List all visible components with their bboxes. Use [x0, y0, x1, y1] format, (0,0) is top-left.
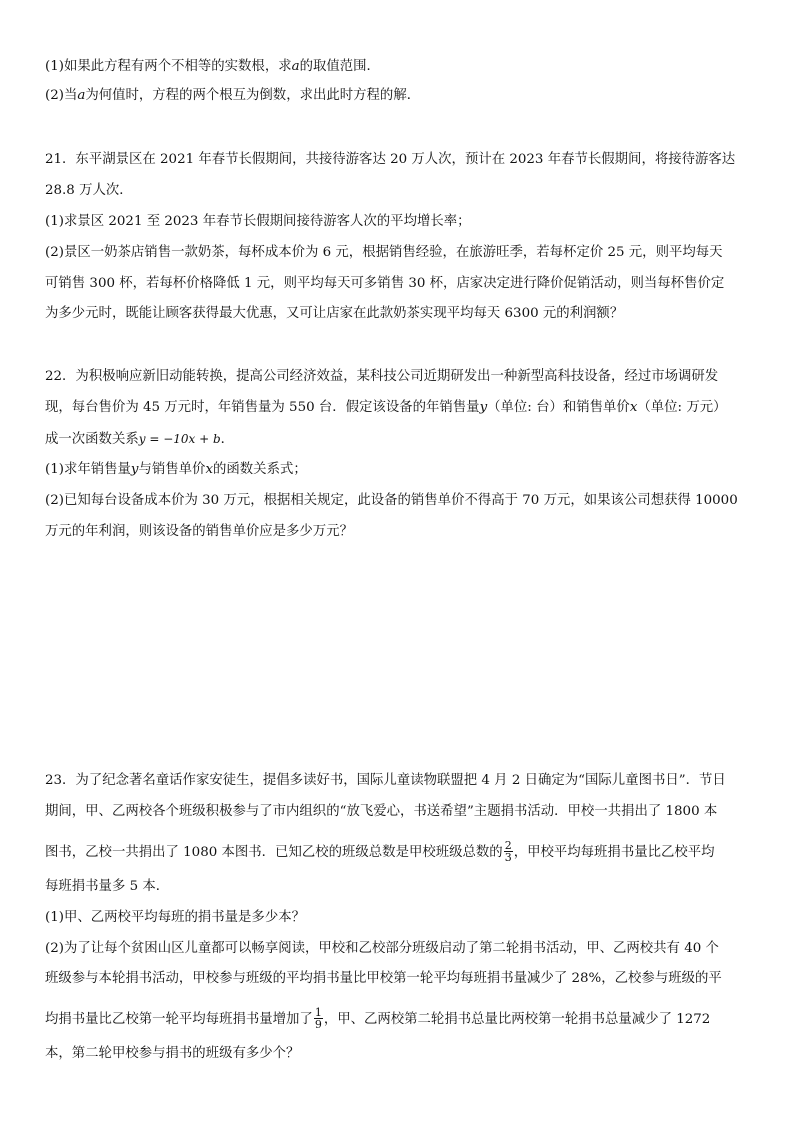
q22-part2-line2: 万元的年利润，则该设备的销售单价应是多少万元？: [45, 524, 353, 539]
q23-part2-line1: (2)为了让每个贫困山区儿童都可以畅享阅读，甲校和乙校部分班级启动了第二轮捐书活动，甲、乙两校共有 40 个: [45, 941, 719, 956]
linear-function-formula: y = −10x + b: [138, 432, 221, 446]
q22-stem-line2a: 现，每台售价为 45 万元时，年销售量为 550 台．假定该设备的年销售量: [45, 400, 480, 415]
q23-stem-line3b: ，甲校平均每班捐书量比乙校平均: [513, 845, 715, 860]
q20-part2-start: (2)当: [45, 88, 78, 103]
q22-part1c: 的函数关系式；: [213, 462, 307, 477]
q20-part2-end: 为何值时，方程的两个根互为倒数，求出此时方程的解．: [85, 88, 421, 103]
q22-stem-line2: [45, 399, 755, 417]
var-a: a: [291, 59, 300, 74]
q23-part2-line3: [45, 1008, 755, 1031]
q20-part2: [45, 87, 755, 105]
q22-stem-line3a: 成一次函数关系: [45, 432, 139, 447]
var-y: y: [130, 462, 139, 477]
q22-stem-line1: 22．为积极响应新旧动能转换，提高公司经济效益，某科技公司近期研发出一种新型高科技设备，经过市场调研发: [45, 369, 719, 384]
q23-stem-line3a: 图书，乙校一共捐出了 1080 本图书．已知乙校的班级总数是甲校班级总数的: [45, 845, 503, 860]
q20-part1-text: (1)如果此方程有两个不相等的实数根，求: [45, 59, 292, 74]
q23-part2-line3a: 均捐书量比乙校第一轮平均每班捐书量增加了: [45, 1012, 313, 1027]
var-x: x: [205, 462, 214, 477]
var-x: x: [629, 400, 638, 415]
q23-stem-line3: [45, 841, 755, 864]
q20-part1: [45, 58, 755, 76]
var-y: y: [479, 400, 488, 415]
fraction-denominator: 9: [314, 1018, 322, 1031]
q22-part1: [45, 461, 755, 479]
q22-stem-line2b: （单位: 台）和销售单价: [487, 400, 630, 415]
q21-stem-line1: 21．东平湖景区在 2021 年春节长假期间，共接待游客达 20 万人次，预计在 2023 年春节长假期间，将接待游客达: [45, 152, 736, 167]
q22-stem-line3b: ．: [220, 432, 235, 447]
q23-stem-line4: 每班捐书量多 5 本．: [45, 879, 170, 894]
q21-part2-line1: (2)景区一奶茶店销售一款奶茶，每杯成本价为 6 元，根据销售经验，在旅游旺季，若每杯定价 25 元，则平均每天: [45, 245, 723, 260]
fraction-numerator: 2: [504, 839, 512, 852]
q21-stem-line2: 28.8 万人次．: [45, 183, 133, 198]
q22-stem-line3: [45, 430, 755, 449]
q23-part1: (1)甲、乙两校平均每班的捐书量是多少本？: [45, 910, 305, 925]
q21-part1: (1)求景区 2021 至 2023 年春节长假期间接待游客人次的平均增长率；: [45, 214, 471, 229]
fraction-denominator: 3: [504, 851, 512, 864]
q23-part2-line2: 班级参与本轮捐书活动，甲校参与班级的平均捐书量比甲校第一轮平均每班捐书量减少了 28%，乙校参与班级的平: [45, 971, 722, 986]
q20-part1-end: 的取值范围．: [299, 59, 380, 74]
q22-part1b: 与销售单价: [138, 462, 206, 477]
fraction-numerator: 1: [314, 1006, 322, 1019]
q21-part2-line2: 可销售 300 杯，若每杯价格降低 1 元，则平均每天可多销售 30 杯，店家决定进行降价促销活动，则当每杯售价定: [45, 276, 725, 291]
q22-part1a: (1)求年销售量: [45, 462, 131, 477]
var-a: a: [77, 88, 86, 103]
q22-stem-line2c: （单位: 万元）: [637, 400, 727, 415]
q22-part2-line1: (2)已知每台设备成本价为 30 万元，根据相关规定，此设备的销售单价不得高于 70 万元，如果该公司想获得 10000: [45, 493, 738, 508]
fraction-two-thirds: [504, 840, 513, 863]
q23-stem-line2: 期间，甲、乙两校各个班级积极参与了市内组织的“放飞爱心，书送希望”主题捐书活动．甲校一共捐出了 1800 本: [45, 804, 718, 819]
q21-part2-line3: 为多少元时，既能让顾客获得最大优惠，又可让店家在此款奶茶实现平均每天 6300 元的利润额？: [45, 306, 624, 321]
q23-part2-line3b: ，甲、乙两校第二轮捐书总量比两校第一轮捐书总量减少了 1272: [323, 1012, 711, 1027]
fraction-one-ninth: [314, 1007, 323, 1030]
q23-part2-line4: 本，第二轮甲校参与捐书的班级有多少个？: [45, 1046, 300, 1061]
q23-stem-line1: 23．为了纪念著名童话作家安徒生，提倡多读好书，国际儿童读物联盟把 4 月 2 日确定为“国际儿童图书日”．节日: [45, 773, 726, 788]
